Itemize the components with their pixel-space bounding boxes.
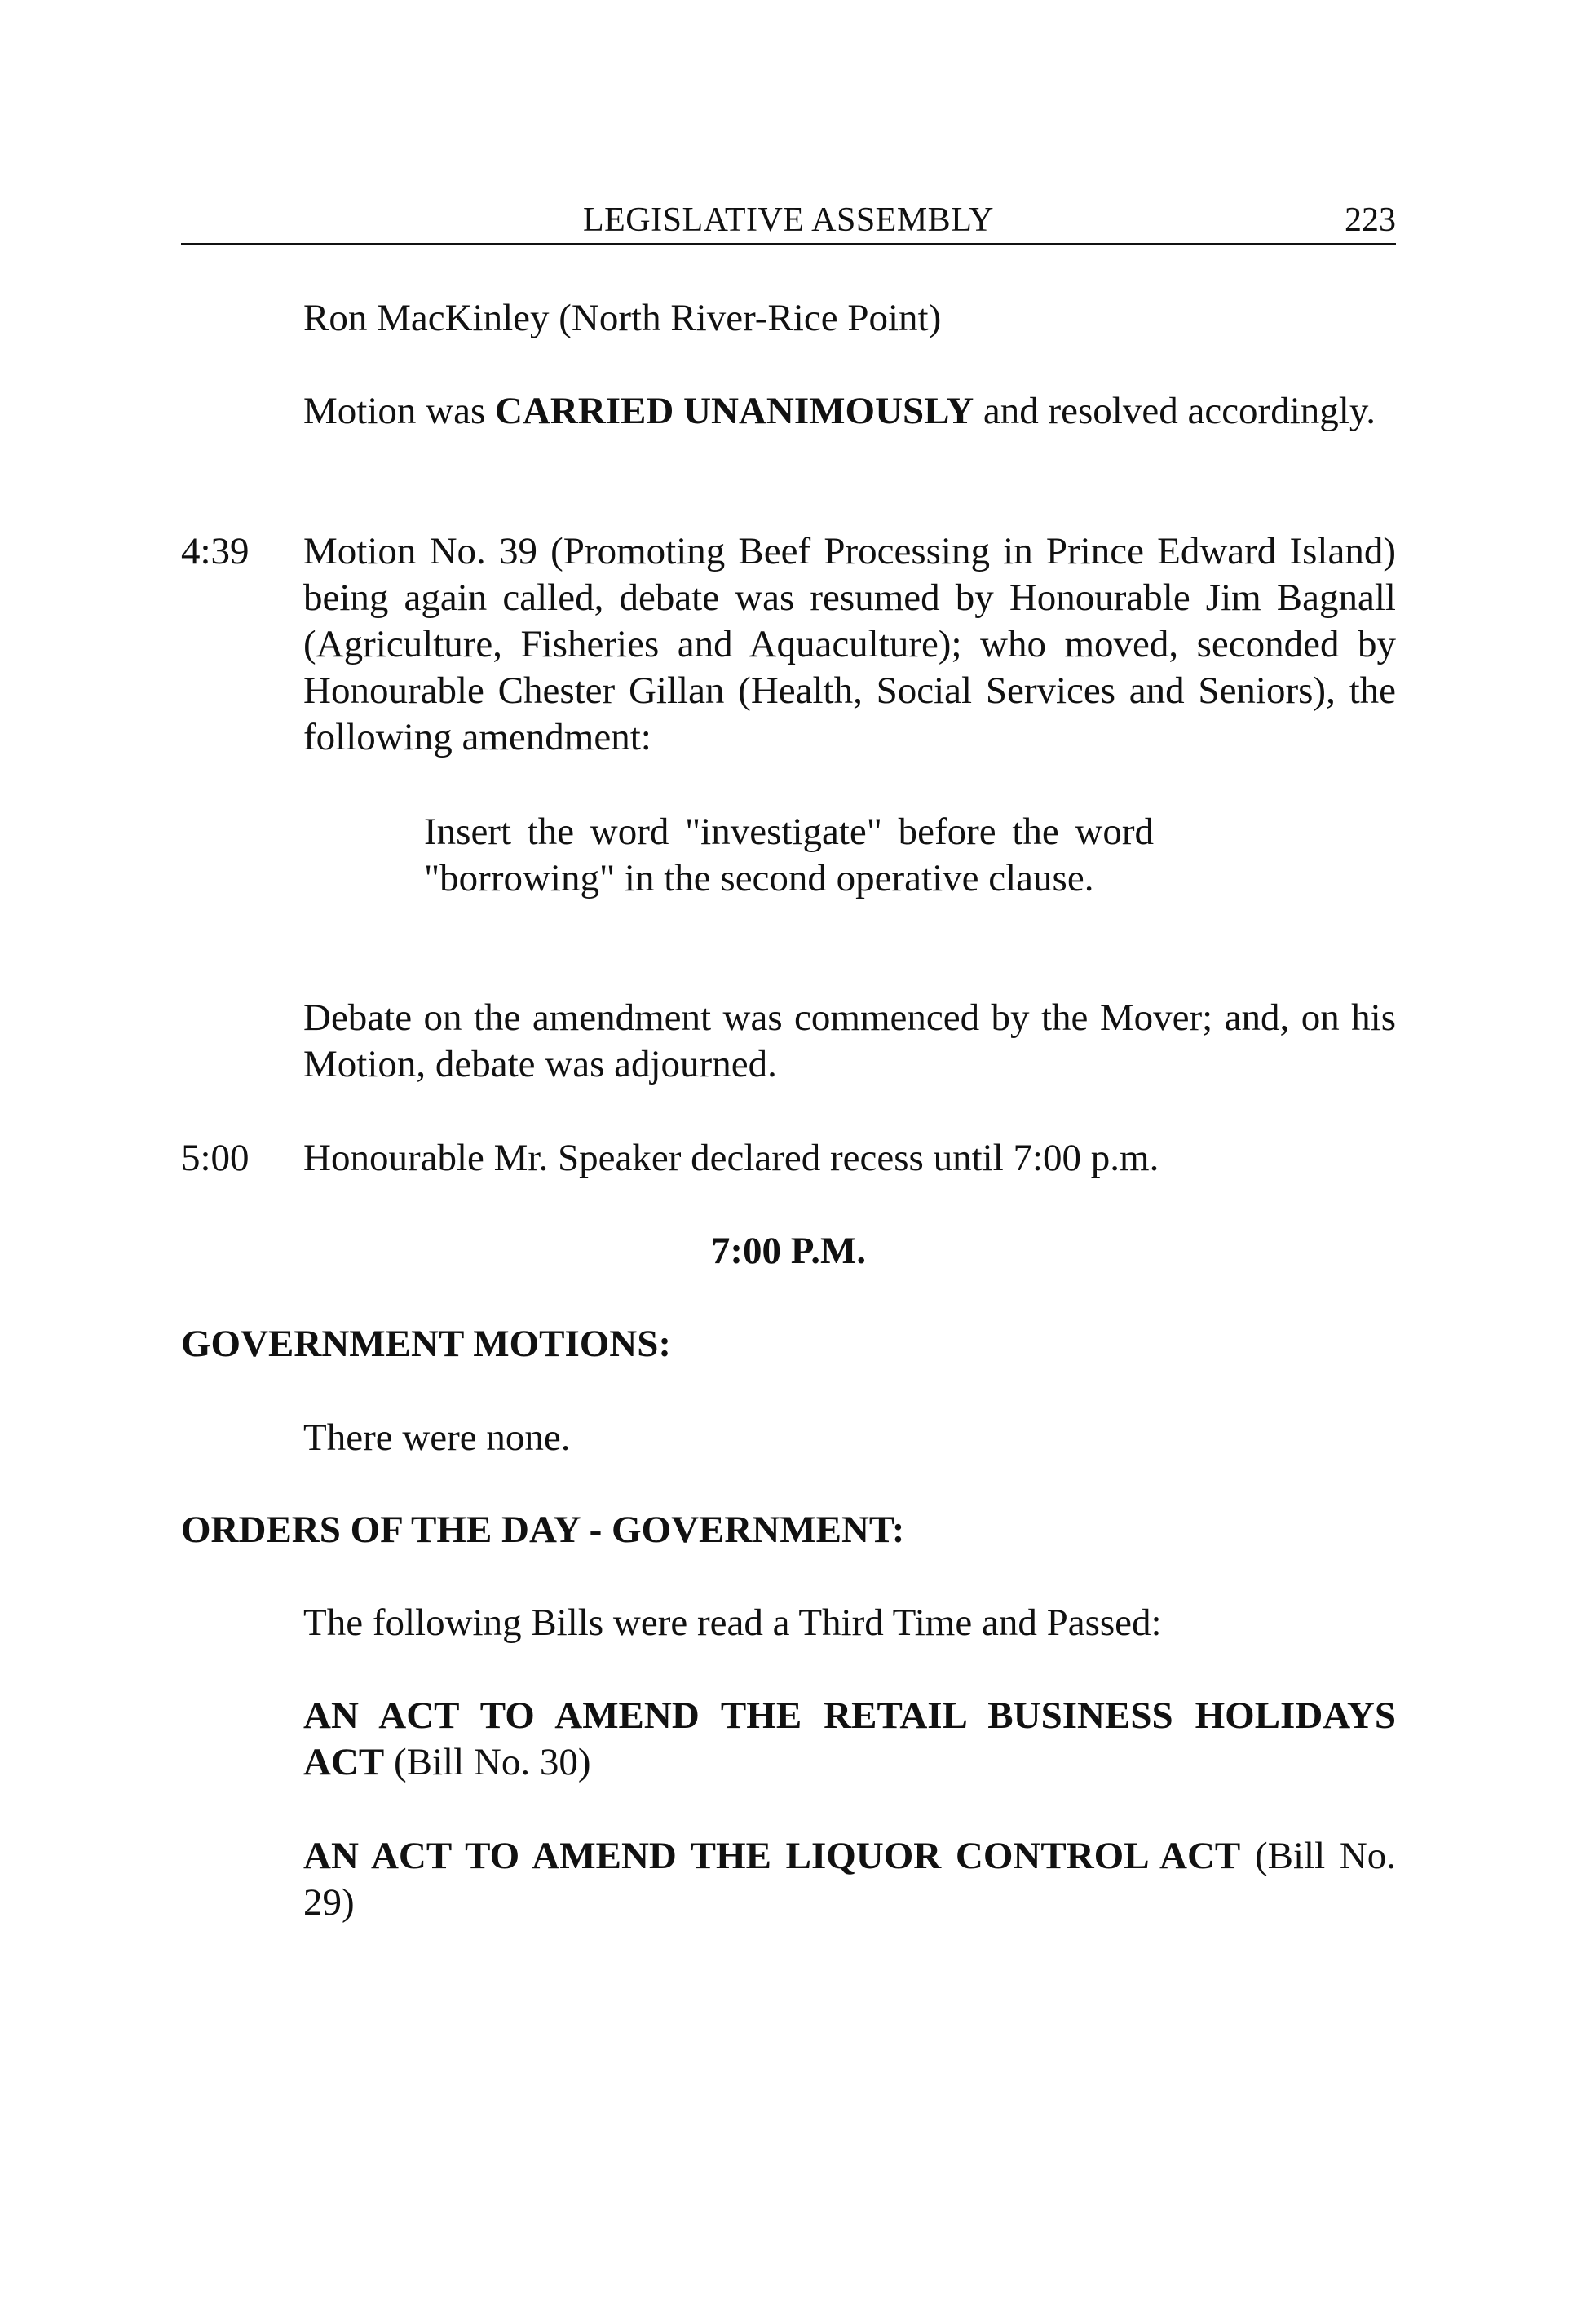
entry-time-500: 5:00 (181, 1137, 250, 1179)
bill-entry (303, 1693, 1396, 1786)
debate-note: Debate on the amendment was commenced by the Mover; and, on his Motion, debate was adjourned. (303, 996, 1396, 1085)
bill-number: (Bill No. 30) (393, 1741, 591, 1783)
bill-title: AN ACT TO AMEND THE LIQUOR CONTROL ACT (303, 1835, 1241, 1877)
header-title: LEGISLATIVE ASSEMBLY (583, 201, 994, 239)
government-motions-text: There were none. (303, 1416, 571, 1459)
motion-result-post: and resolved accordingly. (983, 390, 1376, 432)
running-header (181, 194, 1396, 245)
page-number: 223 (1345, 201, 1396, 239)
bill-title: AN ACT TO AMEND THE RETAIL BUSINESS HOLIDAYS ACT (303, 1694, 1396, 1783)
motion-result-pre: Motion was (303, 390, 486, 432)
entry-text-500: Honourable Mr. Speaker declared recess until 7:00 p.m. (303, 1137, 1159, 1179)
amendment-quote: Insert the word "investigate" before the word "borrowing" in the second operative clause. (424, 811, 1154, 899)
orders-of-the-day-heading: ORDERS OF THE DAY - GOVERNMENT: (181, 1509, 905, 1551)
evening-heading: 7:00 P.M. (710, 1230, 867, 1272)
entry-time-439: 4:39 (181, 530, 250, 572)
bill-entry (303, 1833, 1396, 1926)
government-motions-heading: GOVERNMENT MOTIONS: (181, 1323, 672, 1365)
entry-text-439: Motion No. 39 (Promoting Beef Processing in Prince Edward Island) being again called, debate was resumed by Honourable Jim Bagnall (Agriculture, Fisheries and Aquaculture); who moved, seconded by Honourable Chester Gillan (Health, Social Services and Seniors), the following amendment: (303, 530, 1396, 758)
motion-result-status: CARRIED UNANIMOUSLY (495, 390, 974, 432)
motion-result (303, 388, 1396, 435)
orders-intro: The following Bills were read a Third Time and Passed: (303, 1602, 1162, 1644)
bill-number: (Bill No. 29) (303, 1835, 1397, 1924)
member-line: Ron MacKinley (North River-Rice Point) (303, 297, 942, 339)
